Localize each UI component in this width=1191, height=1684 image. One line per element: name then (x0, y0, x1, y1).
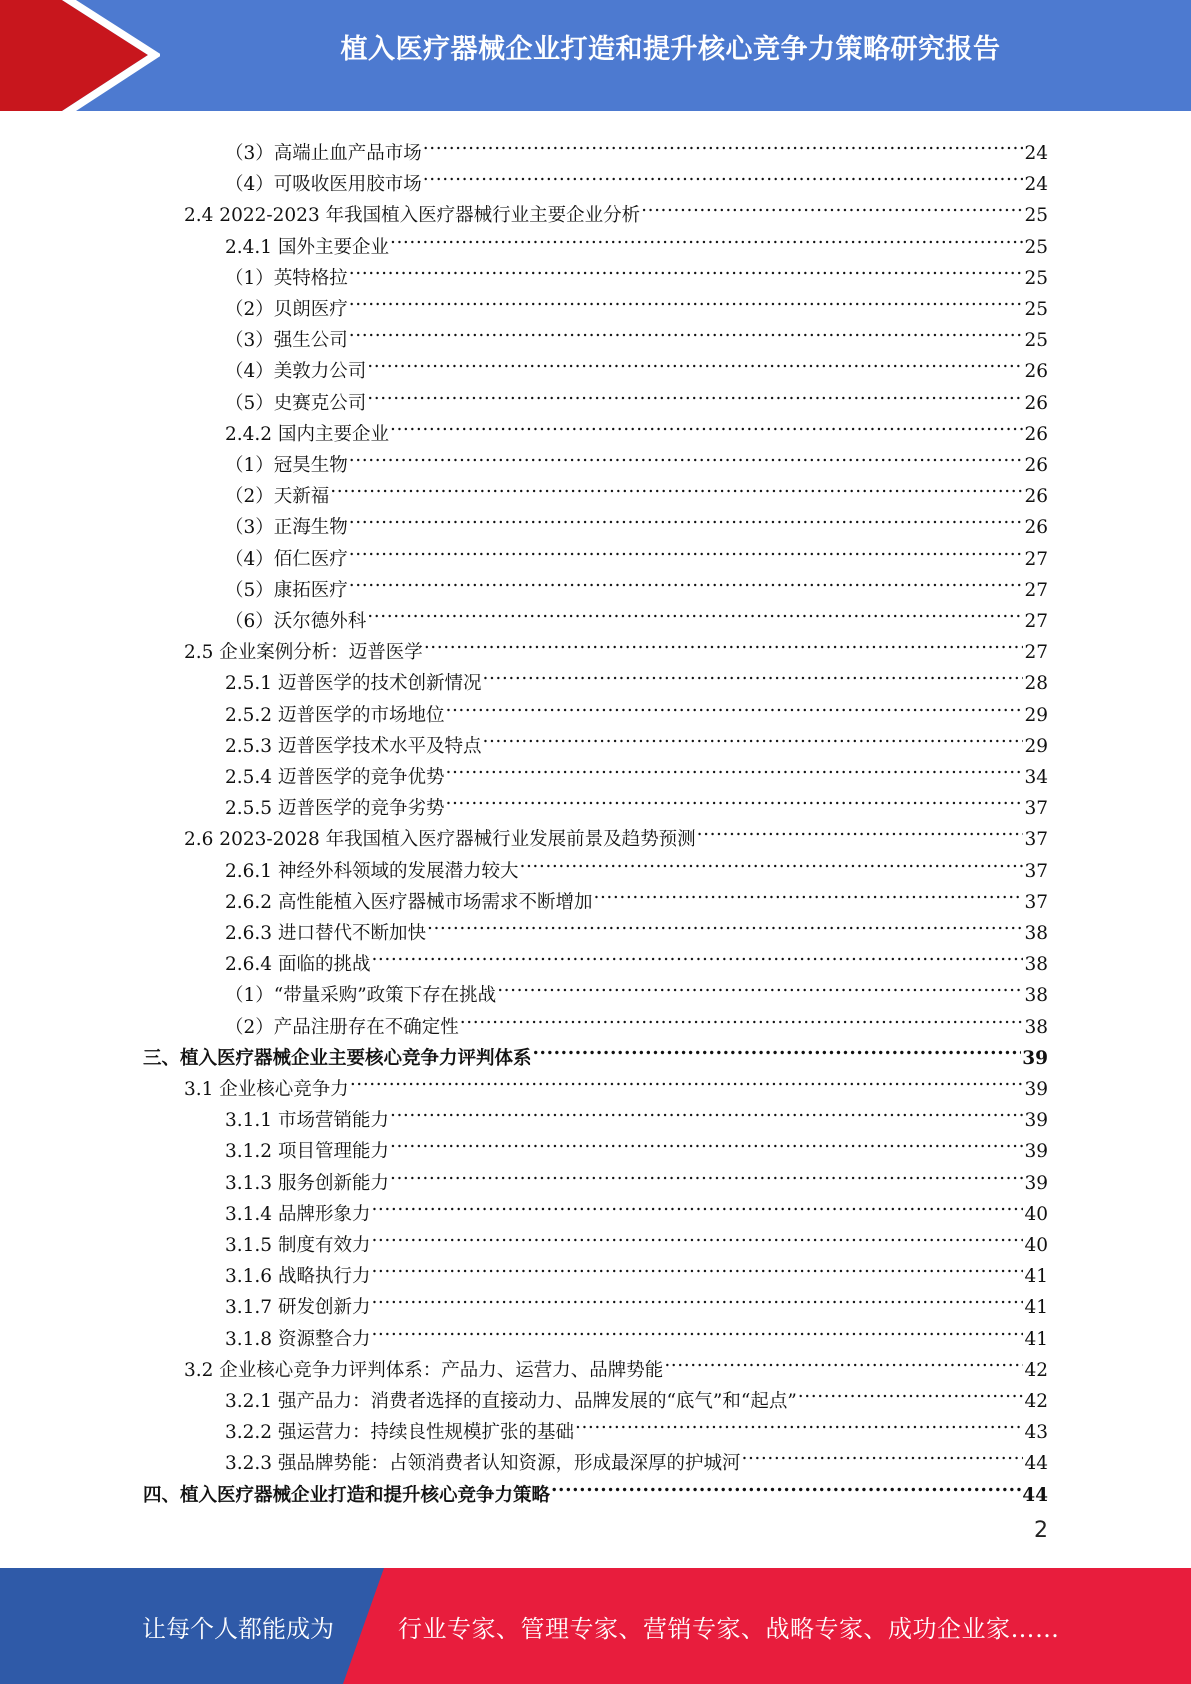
toc-entry-label: （5）史赛克公司 (225, 392, 367, 414)
report-title: 植入医疗器械企业打造和提升核心竞争力策略研究报告 (340, 34, 1001, 65)
toc-leader-dots (798, 1376, 1024, 1407)
toc-entry[interactable] (225, 596, 1048, 632)
toc-entry-label: 2.4.1 国外主要企业 (225, 236, 389, 258)
toc-entry-label: 3.2 企业核心竞争力评判体系：产品力、运营力、品牌势能 (184, 1359, 664, 1381)
toc-entry[interactable] (143, 1470, 1048, 1506)
toc-entry-page: 39 (1024, 1079, 1048, 1100)
toc-entry-page: 26 (1024, 392, 1048, 414)
toc-entry-label: 四、植入医疗器械企业打造和提升核心竞争力策略 (143, 1484, 551, 1506)
toc-entry-label: 3.2.2 强运营力：持续良性规模扩张的基础 (225, 1422, 574, 1444)
toc-entry[interactable] (225, 565, 1048, 601)
toc-leader-dots (349, 534, 1024, 565)
toc-entry[interactable] (225, 752, 1048, 788)
toc-entry-label: 2.6.1 神经外科领域的发展潜力较大 (225, 860, 519, 882)
toc-entry-page: 43 (1024, 1422, 1048, 1444)
toc-leader-dots (427, 908, 1023, 939)
toc-leader-dots (371, 939, 1023, 970)
toc-leader-dots (371, 1282, 1023, 1313)
toc-entry-page: 24 (1024, 143, 1048, 164)
toc-entry-page: 41 (1024, 1297, 1048, 1319)
toc-entry-label: （1）英特格拉 (225, 267, 348, 289)
toc-leader-dots (423, 128, 1024, 159)
toc-entry-page: 40 (1024, 1203, 1048, 1225)
toc-leader-dots (350, 1064, 1024, 1095)
toc-leader-dots (482, 658, 1023, 689)
toc-entry-page: 37 (1024, 891, 1048, 913)
toc-leader-dots (349, 565, 1024, 596)
toc-entry-label: 2.5 企业案例分析：迈普医学 (184, 642, 423, 664)
toc-entry[interactable] (184, 190, 1048, 227)
toc-leader-dots (445, 752, 1023, 783)
toc-entry[interactable] (225, 1282, 1048, 1319)
toc-entry-label: （1）冠昊生物 (225, 455, 348, 476)
toc-entry-page: 29 (1024, 735, 1048, 757)
toc-entry-label: 3.1.8 资源整合力 (225, 1328, 371, 1350)
toc-entry-label: （4）可吸收医用胶市场 (225, 174, 422, 196)
toc-entry[interactable] (184, 1064, 1048, 1100)
toc-entry-page: 28 (1024, 673, 1048, 695)
toc-leader-dots (367, 596, 1023, 627)
toc-entry-label: 2.6.4 面临的挑战 (225, 954, 371, 976)
toc-entry[interactable] (225, 846, 1048, 882)
toc-entry[interactable] (225, 159, 1048, 196)
toc-entry-label: （4）佰仁医疗 (225, 548, 348, 570)
toc-leader-dots (551, 1470, 1021, 1501)
toc-entry-page: 38 (1024, 985, 1048, 1007)
toc-leader-dots (445, 690, 1023, 721)
toc-entry[interactable] (225, 1220, 1048, 1256)
toc-entry-label: （4）美敦力公司 (225, 361, 367, 383)
toc-entry-page: 26 (1024, 423, 1048, 445)
toc-entry-label: 2.4.2 国内主要企业 (225, 423, 389, 445)
toc-leader-dots (741, 1438, 1023, 1469)
toc-entry-page: 25 (1024, 236, 1048, 258)
toc-leader-dots (519, 846, 1023, 877)
toc-entry-label: （3）高端止血产品市场 (225, 143, 422, 164)
toc-entry[interactable] (225, 1126, 1048, 1163)
page-footer (0, 1568, 1191, 1684)
toc-leader-dots (371, 1189, 1023, 1220)
toc-entry-page: 40 (1024, 1235, 1048, 1256)
toc-entry-label: 2.5.1 迈普医学的技术创新情况 (225, 673, 482, 695)
toc-entry[interactable] (143, 1033, 1048, 1069)
toc-entry-label: 2.5.2 迈普医学的市场地位 (225, 704, 445, 726)
toc-entry[interactable] (184, 1345, 1048, 1381)
toc-entry-page: 38 (1024, 954, 1048, 976)
toc-leader-dots (697, 814, 1024, 845)
toc-entry-page: 41 (1024, 1328, 1048, 1350)
toc-leader-dots (445, 783, 1023, 814)
toc-leader-dots (575, 1407, 1023, 1438)
toc-entry[interactable] (225, 1407, 1048, 1444)
toc-entry[interactable] (225, 970, 1048, 1007)
toc-entry-label: 3.1 企业核心竞争力 (184, 1079, 349, 1100)
toc-entry-page: 39 (1024, 1110, 1048, 1132)
toc-entry-page: 27 (1024, 548, 1048, 570)
toc-leader-dots (390, 409, 1023, 440)
toc-entry-label: 2.4 2022-2023 年我国植入医疗器械行业主要企业分析 (184, 205, 641, 227)
toc-entry-label: （3）强生公司 (225, 330, 348, 352)
toc-leader-dots (367, 346, 1023, 377)
toc-entry-page: 26 (1024, 517, 1048, 539)
toc-entry[interactable] (225, 1002, 1048, 1038)
toc-entry-page: 27 (1024, 642, 1048, 664)
toc-entry-label: 2.5.4 迈普医学的竞争优势 (225, 767, 445, 788)
toc-entry-page: 25 (1024, 299, 1048, 320)
toc-entry-label: （2）贝朗医疗 (225, 299, 348, 320)
toc-entry[interactable] (184, 814, 1048, 851)
toc-entry[interactable] (225, 128, 1048, 164)
toc-entry-page: 34 (1024, 767, 1048, 788)
toc-entry-page: 26 (1024, 486, 1048, 508)
toc-entry-page: 39 (1022, 1047, 1048, 1069)
toc-entry[interactable] (225, 1095, 1048, 1132)
toc-entry-page: 37 (1024, 829, 1048, 851)
toc-leader-dots (460, 1002, 1024, 1033)
toc-leader-dots (367, 378, 1023, 409)
toc-entry-label: 3.2.3 强品牌势能：占领消费者认知资源，形成最深厚的护城河 (225, 1453, 741, 1475)
toc-leader-dots (641, 190, 1023, 221)
red-chevron-logo (0, 0, 160, 111)
toc-entry-page: 24 (1024, 174, 1048, 196)
toc-entry-page: 39 (1024, 1172, 1048, 1194)
toc-entry[interactable] (225, 783, 1048, 820)
toc-entry-page: 27 (1024, 611, 1048, 632)
toc-entry-label: 三、植入医疗器械企业主要核心竞争力评判体系 (143, 1047, 532, 1069)
footer-slogan-right: 行业专家、管理专家、营销专家、战略专家、成功企业家…… (398, 1615, 1060, 1643)
toc-entry-label: （6）沃尔德外科 (225, 611, 367, 632)
toc-entry[interactable] (225, 1438, 1048, 1475)
toc-entry[interactable] (225, 1251, 1048, 1288)
toc-entry[interactable] (225, 440, 1048, 476)
toc-entry[interactable] (225, 690, 1048, 726)
toc-entry-label: 3.1.1 市场营销能力 (225, 1110, 389, 1132)
toc-entry[interactable] (225, 1376, 1048, 1412)
toc-entry-label: 2.5.5 迈普医学的竞争劣势 (225, 798, 445, 820)
toc-entry-label: 2.6.3 进口替代不断加快 (225, 923, 426, 944)
toc-entry[interactable] (225, 409, 1048, 445)
toc-entry-page: 25 (1024, 330, 1048, 352)
toc-leader-dots (390, 1126, 1023, 1157)
toc-entry-page: 41 (1024, 1266, 1048, 1288)
toc-entry-label: 2.6.2 高性能植入医疗器械市场需求不断增加 (225, 891, 593, 913)
toc-leader-dots (349, 440, 1024, 471)
toc-leader-dots (349, 284, 1024, 315)
toc-entry-label: 3.1.2 项目管理能力 (225, 1141, 389, 1163)
toc-leader-dots (330, 471, 1023, 502)
toc-leader-dots (349, 502, 1024, 533)
toc-entry[interactable] (225, 534, 1048, 570)
toc-entry[interactable] (225, 1314, 1048, 1350)
toc-entry[interactable] (225, 315, 1048, 352)
toc-entry-page: 38 (1024, 923, 1048, 944)
toc-entry-label: 2.6 2023-2028 年我国植入医疗器械行业发展前景及趋势预测 (184, 829, 696, 851)
toc-entry-label: 2.5.3 迈普医学技术水平及特点 (225, 735, 482, 757)
toc-leader-dots (423, 159, 1024, 190)
toc-leader-dots (371, 1314, 1023, 1345)
toc-entry[interactable] (225, 378, 1048, 414)
toc-leader-dots (371, 1251, 1023, 1282)
toc-entry-label: 3.2.1 强产品力：消费者选择的直接动力、品牌发展的“底气”和“起点” (225, 1391, 797, 1412)
toc-entry[interactable] (225, 284, 1048, 320)
toc-entry[interactable] (225, 222, 1048, 258)
toc-entry[interactable] (184, 627, 1048, 664)
toc-entry[interactable] (225, 253, 1048, 289)
toc-entry-page: 26 (1024, 361, 1048, 383)
toc-entry[interactable] (225, 471, 1048, 508)
toc-entry-label: （2）产品注册存在不确定性 (225, 1016, 459, 1038)
toc-entry-page: 44 (1022, 1484, 1048, 1506)
toc-entry[interactable] (225, 1158, 1048, 1194)
toc-leader-dots (371, 1220, 1023, 1251)
toc-entry[interactable] (225, 721, 1048, 757)
toc-entry-label: 3.1.5 制度有效力 (225, 1235, 371, 1256)
toc-entry[interactable] (225, 908, 1048, 944)
toc-leader-dots (424, 627, 1024, 658)
toc-entry-label: 3.1.3 服务创新能力 (225, 1172, 389, 1194)
toc-entry-label: （3）正海生物 (225, 517, 348, 539)
toc-entry-page: 39 (1024, 1141, 1048, 1163)
toc-entry-page: 26 (1024, 455, 1048, 476)
page-number: 2 (1034, 1518, 1048, 1543)
toc-entry[interactable] (225, 346, 1048, 383)
toc-entry-page: 25 (1024, 205, 1048, 227)
toc-entry[interactable] (225, 502, 1048, 539)
toc-entry-label: 3.1.7 研发创新力 (225, 1297, 371, 1319)
toc-entry-label: （5）康拓医疗 (225, 579, 348, 601)
toc-entry-label: 3.1.4 品牌形象力 (225, 1203, 371, 1225)
toc-entry[interactable] (225, 1189, 1048, 1225)
toc-entry-label: （1）“带量采购”政策下存在挑战 (225, 985, 497, 1007)
toc-entry-page: 42 (1024, 1359, 1048, 1381)
toc-entry-label: 3.1.6 战略执行力 (225, 1266, 371, 1288)
toc-leader-dots (497, 970, 1023, 1001)
toc-entry-page: 29 (1024, 704, 1048, 726)
toc-entry[interactable] (225, 877, 1048, 913)
toc-entry-label: （2）天新福 (225, 486, 330, 508)
toc-entry-page: 27 (1024, 579, 1048, 601)
toc-entry-page: 38 (1024, 1016, 1048, 1038)
toc-leader-dots (349, 315, 1024, 346)
toc-leader-dots (533, 1033, 1022, 1064)
toc-entry-page: 37 (1024, 860, 1048, 882)
toc-entry[interactable] (225, 939, 1048, 976)
toc-leader-dots (593, 877, 1023, 908)
toc-entry[interactable] (225, 658, 1048, 695)
toc-entry-page: 44 (1024, 1453, 1048, 1475)
toc-leader-dots (390, 1095, 1023, 1126)
page-header (0, 0, 1191, 111)
toc-leader-dots (390, 222, 1023, 253)
toc-entry-page: 37 (1024, 798, 1048, 820)
toc-leader-dots (482, 721, 1023, 752)
toc-entry-page: 42 (1024, 1391, 1048, 1412)
toc-entry-page: 25 (1024, 267, 1048, 289)
toc-leader-dots (390, 1158, 1023, 1189)
toc-leader-dots (349, 253, 1024, 284)
footer-slogan-left: 让每个人都能成为 (142, 1615, 334, 1643)
toc-leader-dots (664, 1345, 1023, 1376)
